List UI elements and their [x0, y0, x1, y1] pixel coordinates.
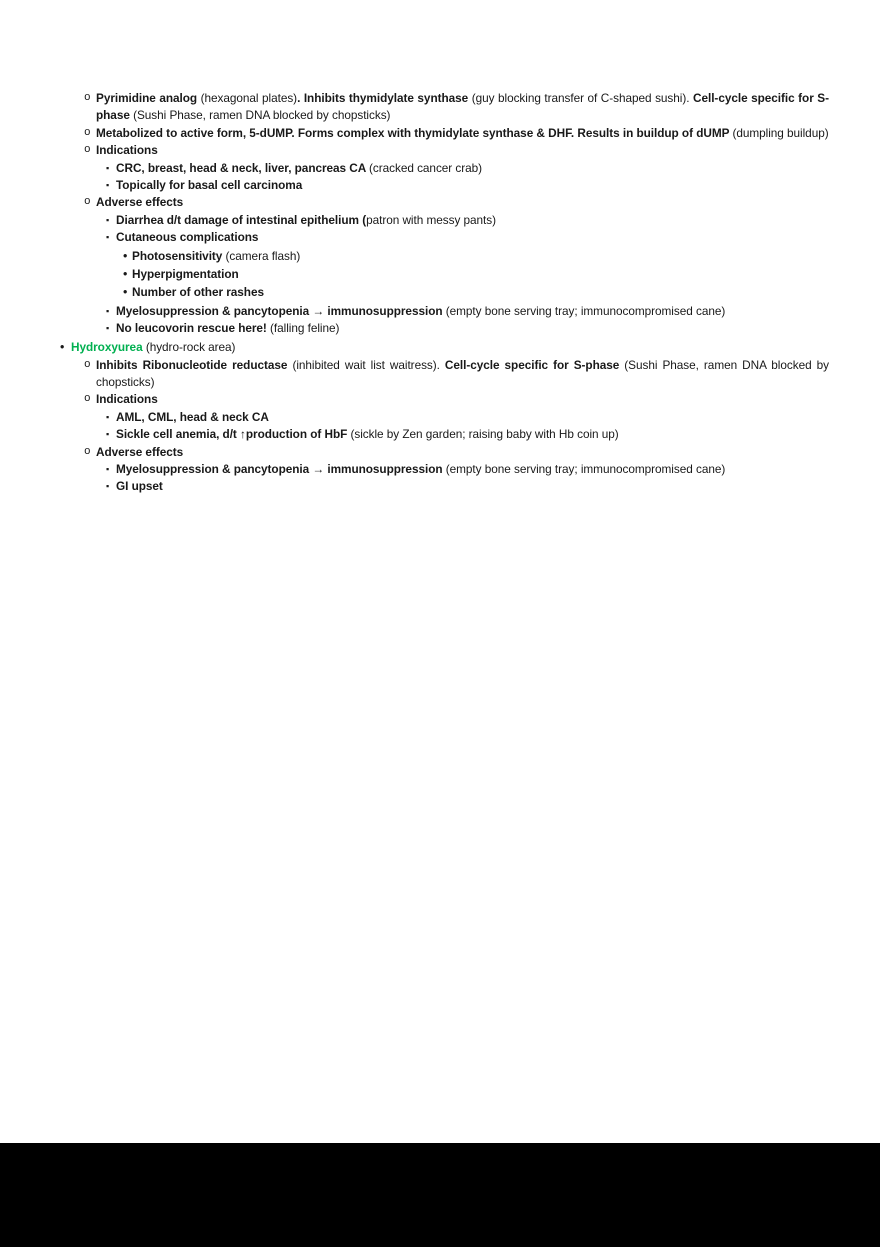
list-item-text: Sickle cell anemia, d/t ↑production of HbF	[116, 427, 351, 442]
list-item-text: Pyrimidine analog	[96, 91, 201, 105]
square-bullet-icon: ▪	[106, 481, 110, 492]
round-bullet-icon: •	[123, 267, 128, 282]
list-item-text: Adverse effects	[96, 444, 184, 459]
list-item-text: (hydro-rock area)	[145, 340, 236, 355]
list-item	[0, 303, 829, 320]
list-item	[0, 444, 829, 461]
list-item	[0, 357, 829, 392]
list-item-text: (Sushi Phase, ramen DNA blocked by chopsticks)	[133, 108, 391, 123]
list-item-text: Metabolized to active form, 5-dUMP. Forms complex with thymidylate synthase & DHF. Results in buildup of dUMP	[96, 125, 733, 140]
list-item-text: CRC, breast, head & neck, liver, pancreas CA	[116, 160, 370, 175]
bottom-black-bar	[0, 1143, 880, 1247]
list-item-text: . Inhibits thymidylate synthase	[297, 91, 472, 105]
list-item-text: (hexagonal plates)	[200, 91, 298, 105]
circle-bullet-icon: o	[84, 445, 91, 458]
round-bullet-icon: •	[123, 285, 128, 300]
list-item-text: No leucovorin rescue here!	[116, 321, 271, 336]
square-bullet-icon: ▪	[106, 162, 110, 173]
round-bullet-icon: •	[123, 248, 128, 263]
list-item-text: AML, CML, head & neck CA	[116, 409, 269, 424]
list-item-text: Photosensitivity	[132, 248, 226, 263]
list-item-text: patron with messy pants)	[366, 212, 497, 227]
list-item-text: (guy blocking transfer of C-shaped sushi).	[471, 91, 693, 105]
list-item	[0, 160, 829, 177]
list-item	[0, 248, 829, 265]
square-bullet-icon: ▪	[106, 180, 110, 191]
circle-bullet-icon: o	[84, 196, 91, 209]
list-item-text: Cell-cycle specific for S-phase	[96, 91, 829, 123]
list-item-text: (falling feline)	[270, 321, 340, 336]
list-item	[0, 391, 829, 408]
list-item-text: (empty bone serving tray; immunocompromised cane)	[445, 303, 726, 318]
square-bullet-icon: ▪	[106, 305, 110, 316]
list-item	[0, 212, 829, 229]
list-item	[0, 194, 829, 211]
list-item	[0, 229, 829, 246]
list-item-text: Hyperpigmentation	[132, 267, 239, 282]
list-item-text: (inhibited wait list waitress).	[292, 357, 445, 372]
square-bullet-icon: ▪	[106, 429, 110, 440]
circle-bullet-icon: o	[84, 358, 91, 371]
list-item-text: GI upset	[116, 479, 163, 494]
circle-bullet-icon: o	[84, 144, 91, 157]
circle-bullet-icon: o	[84, 92, 91, 104]
list-item-text: Indications	[96, 143, 158, 158]
list-item	[0, 177, 829, 194]
list-item-text: Cell-cycle specific for S-phase	[444, 357, 625, 372]
list-item-text: (empty bone serving tray; immunocompromised cane)	[445, 462, 726, 477]
square-bullet-icon: ▪	[106, 323, 110, 334]
list-item-text: (cracked cancer crab)	[369, 160, 483, 175]
list-item	[0, 426, 829, 443]
list-item-text: Topically for basal cell carcinoma	[116, 178, 303, 193]
round-bullet-icon: •	[60, 340, 65, 355]
list-item-text: Cutaneous complications	[116, 230, 259, 245]
list-item	[0, 125, 829, 142]
list-item	[0, 266, 829, 283]
list-item-text: Inhibits Ribonucleotide reductase	[96, 357, 293, 372]
square-bullet-icon: ▪	[106, 464, 110, 475]
document-body	[0, 90, 880, 496]
list-item-text: Myelosuppression & pancytopenia → immunosuppression	[116, 462, 446, 477]
list-item	[0, 409, 829, 426]
circle-bullet-icon: o	[84, 126, 91, 139]
list-item-text: Indications	[96, 392, 158, 407]
list-item	[0, 320, 829, 337]
list-item-text: Hydroxyurea	[71, 340, 146, 355]
list-item-text: (dumpling buildup)	[732, 125, 829, 140]
list-item-text: Myelosuppression & pancytopenia → immunosuppression	[116, 303, 446, 318]
square-bullet-icon: ▪	[106, 214, 110, 225]
list-item-text: Diarrhea d/t damage of intestinal epithelium (	[116, 212, 367, 227]
list-item	[0, 478, 829, 495]
list-item-text: (sickle by Zen garden; raising baby with Hb coin up)	[350, 427, 619, 442]
list-item	[0, 339, 829, 356]
square-bullet-icon: ▪	[106, 232, 110, 243]
list-item-text: (camera flash)	[225, 248, 301, 263]
list-item-text: Number of other rashes	[132, 285, 264, 300]
list-item	[0, 90, 829, 125]
list-item-text: (Sushi Phase, ramen DNA blocked by chopsticks)	[96, 357, 829, 389]
square-bullet-icon: ▪	[106, 411, 110, 422]
list-item	[0, 142, 829, 159]
list-item	[0, 284, 829, 301]
circle-bullet-icon: o	[84, 393, 91, 406]
list-item-text: Adverse effects	[96, 195, 184, 210]
list-item	[0, 461, 829, 478]
